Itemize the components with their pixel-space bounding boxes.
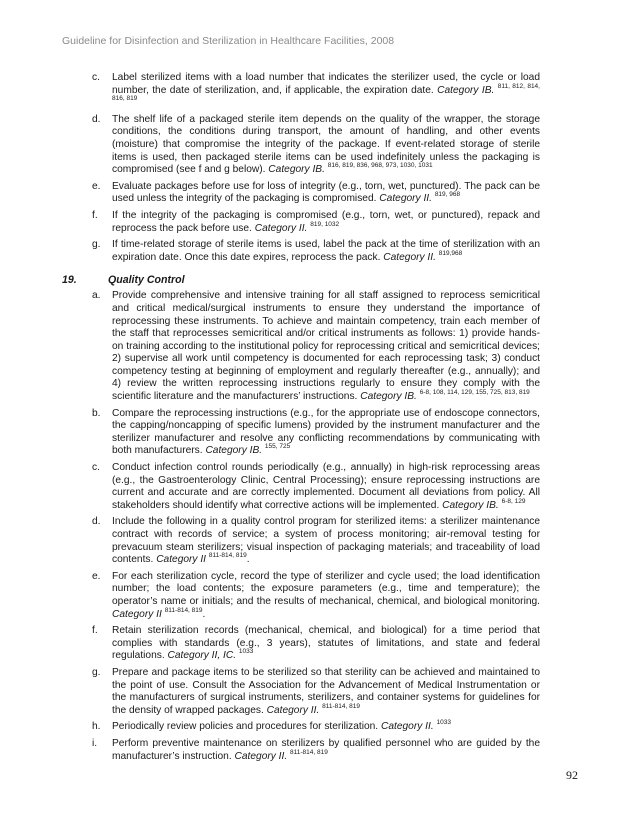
item-text: Label sterilized items with a load number that indicates the sterilizer used, the cycle or load number, the date of sterilization, and, if applicable, the expiration date. [112,72,540,96]
item-text: The shelf life of a packaged sterile item depends on the quality of the wrapper, the storage conditions, the conditions during transport, the amount of handling, and other events (moisture) that compromise the integrity of the package. If event-related storage of sterile items is used, then packaged sterile items can be used indefinitely unless the packaging is compromised (see f and g below). [112,113,540,176]
item-label: f. [92,209,98,221]
category-rating: Category II. [379,193,432,205]
list-item [92,666,540,717]
list-item [92,290,540,403]
item-label: h. [92,721,101,733]
item-label: d. [92,516,101,528]
item-label: f. [92,625,98,637]
list-item [92,113,540,177]
reference-citation: 6-8, 108, 114, 129, 155, 725, 813, 819 [419,389,530,397]
reference-citation: 1033 [238,648,254,656]
category-rating: Category IB. [268,164,325,176]
item-text: Compare the reprocessing instructions (e.g., for the appropriate use of endoscope connectors, the capping/noncapping of specific lumens) provided by the instrument manufacturer and the sterilizer manufacturer and resolve any conflicting recommendations by communicating with both manufacturers. [112,407,540,457]
category-rating: Category IB. [437,84,495,96]
item-text: Provide comprehensive and intensive training for all staff assigned to reprocess semicritical and critical medical/surgical instruments to ensure they understand the importance of reprocessing these instruments. To achieve and maintain competency, train each member of the staff that reprocesses semicritical and/or critical instruments as follows: 1) provide hands-on training according to the institutional policy for reprocessing critical and semicritical devices; 2) supervise all work until competency is documented for each reprocessing task; 3) conduct competency testing at beginning of employment and regularly thereafter (e.g., annually); and 4) review the written reprocessing instructions regularly to ensure they comply with the scientific literature and the manufacturers’ instructions. [112,290,540,403]
item-label: c. [92,72,100,83]
list-item [92,516,540,566]
item-text: Include the following in a quality control program for sterilized items: a sterilizer maintenance contract with records of service; a system of process monitoring; air-removal testing for prevacuum steam sterilizers; visual inspection of packaging materials; and traceability of load contents. [112,516,540,566]
item-label: e. [92,570,101,582]
page-number: 92 [566,768,578,782]
item-label: e. [92,180,101,192]
list-item [92,719,540,734]
item-text: Conduct infection control rounds periodically (e.g., annually) in high-risk reprocessing areas (e.g., the Gastroenterology Clinic, Central Processing); ensure reprocessing instructions are current and accurate and are correctly implemented. Document all deviations from policy. All stakeholders should identify what corrective actions will be implemented. [112,462,540,511]
item-text: Retain sterilization records (mechanical, chemical, and biological) for a time period that complies with standards (e.g., 3 years), statutes of limitations, and state and federal regulations. [112,625,540,662]
reference-citation: 6-8, 129 [501,497,526,505]
reference-citation: 1033 [436,719,451,727]
item-text: Prepare and package items to be sterilized so that sterility can be achieved and maintained to the point of use. Consult the Association for the Advancement of Medical Instrumentation or the manufacturers of surgical instruments, sterilizers, and container systems for guidelines for the density of wrapped packages. [112,666,540,716]
item-text: If the integrity of the packaging is compromised (e.g., torn, wet, or punctured), repack and reprocess the pack before use. [112,209,540,234]
list-item [92,570,540,621]
reference-citation: 816, 819, 836, 968, 973, 1030, 1031 [327,162,433,170]
item-label: i. [92,737,98,749]
section-heading [62,274,638,287]
list-item [92,180,540,206]
item-text: Periodically review policies and procedures for sterilization. [112,721,379,733]
item-text: For each sterilization cycle, record the type of sterilizer and cycle used; the load identification number; the load contents; the exposure parameters (e.g., time and temperature); the operator’s name or initials; and the results of mechanical, chemical, and biological monitoring. [112,570,540,607]
item-text: If time-related storage of sterile items is used, label the pack at the time of sterilization with an expiration date. Once this date expires, reprocess the pack. [112,239,540,263]
item-text: Evaluate packages before use for loss of integrity (e.g., torn, wet, punctured). The pack can be used unless the integrity of the packaging is compromised. [112,180,540,205]
list-item [92,239,540,264]
trailing-punctuation: . [202,608,206,620]
category-rating: Category IB. [442,499,499,511]
item-text: Perform preventive maintenance on sterilizers by qualified personnel who are guided by the manufacturer’s instruction. [112,737,540,762]
list-item [92,737,540,763]
item-label: g. [92,666,101,678]
list-item [92,625,540,663]
list-item [92,72,540,110]
list-item [92,407,540,458]
category-rating: Category II. [266,704,320,716]
list-item [92,462,540,512]
running-header: Guideline for Disinfection and Sterilization in Healthcare Facilities, 2008 [62,35,395,47]
item-label: a. [92,290,101,302]
reference-citation: 819,968 [438,249,463,257]
reference-citation: 819, 968 [434,191,461,199]
quality-control-list [0,290,638,763]
reference-citation: 819, 1032 [310,220,340,228]
category-rating: Category II [112,608,162,620]
section-number: 19. [62,274,77,287]
item-label: c. [92,462,100,474]
storage-recommendations-list [0,72,638,264]
category-rating: Category II. [380,721,434,733]
reference-citation: 811-814, 819 [290,748,328,756]
reference-citation: 811-814, 819 [164,606,203,614]
reference-citation: 811-814, 819 [208,552,247,560]
category-rating: Category IB. [205,445,263,457]
list-item [92,209,540,235]
category-rating: Category IB. [360,391,417,403]
category-rating: Category II [156,554,207,566]
item-label: b. [92,407,101,419]
reference-citation: 811, 812, 814, 816, 819 [112,82,540,103]
section-title: Quality Control [108,274,185,287]
category-rating: Category II. [234,750,288,762]
category-rating: Category II. [254,222,308,234]
reference-citation: 811-814, 819 [322,702,360,710]
category-rating: Category II, IC. [167,650,237,662]
reference-citation: 155, 725 [264,443,291,451]
document-body [0,72,638,767]
item-label: g. [92,239,101,251]
item-label: d. [92,113,101,125]
category-rating: Category II. [383,251,436,263]
trailing-punctuation: . [246,554,250,566]
